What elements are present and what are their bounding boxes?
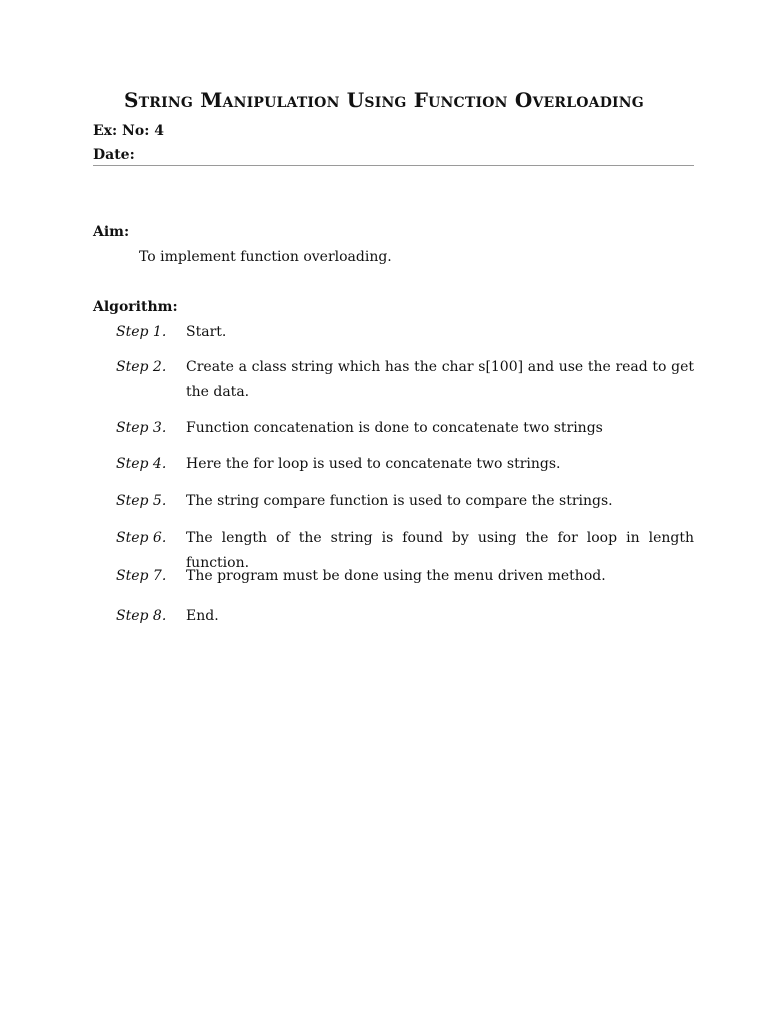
step-text: The length of the string is found by using the for loop in length function. xyxy=(186,530,694,571)
algorithm-step xyxy=(116,320,694,345)
step-label: Step 4. xyxy=(116,456,167,472)
date-label: Date: xyxy=(93,147,135,163)
step-text: The string compare function is used to compare the strings. xyxy=(186,493,613,509)
step-text: The program must be done using the menu driven method. xyxy=(186,568,606,584)
step-text: Here the for loop is used to concatenate two strings. xyxy=(186,456,561,472)
step-label: Step 1. xyxy=(116,324,167,340)
step-label: Step 6. xyxy=(116,530,167,546)
algorithm-step xyxy=(116,564,694,589)
algorithm-heading: Algorithm: xyxy=(93,299,178,315)
step-text: Function concatenation is done to concatenate two strings xyxy=(186,420,603,436)
exercise-number: Ex: No: 4 xyxy=(93,123,164,139)
step-text: Start. xyxy=(186,324,227,340)
document-title: String Manipulation Using Function Overloading xyxy=(124,88,644,112)
algorithm-step xyxy=(116,452,694,477)
algorithm-step xyxy=(116,489,694,514)
step-text: Create a class string which has the char s[100] and use the read to get the data. xyxy=(186,359,694,400)
step-label: Step 8. xyxy=(116,608,167,624)
step-label: Step 7. xyxy=(116,568,167,584)
algorithm-step xyxy=(116,604,694,629)
header-divider xyxy=(93,165,694,166)
aim-heading: Aim: xyxy=(93,224,130,240)
step-text: End. xyxy=(186,608,219,624)
aim-text: To implement function overloading. xyxy=(139,249,392,265)
step-label: Step 3. xyxy=(116,420,167,436)
step-label: Step 5. xyxy=(116,493,167,509)
algorithm-step xyxy=(116,355,694,405)
algorithm-step xyxy=(116,416,694,441)
step-label: Step 2. xyxy=(116,359,167,375)
